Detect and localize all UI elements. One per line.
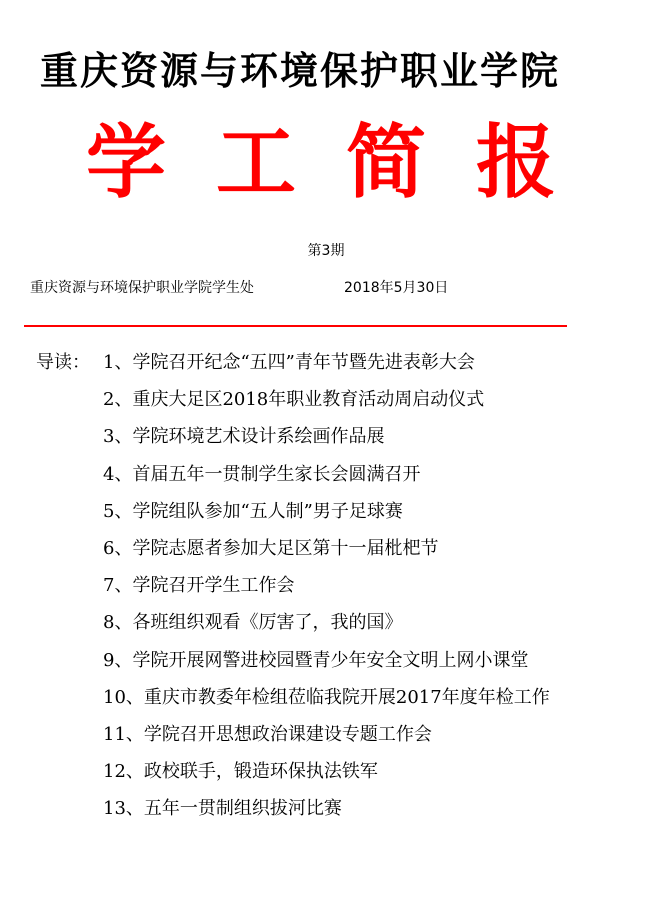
toc-item: 2、重庆大足区2018年职业教育活动周启动仪式 xyxy=(103,389,485,411)
toc-item: 5、学院组队参加“五人制”男子足球赛 xyxy=(103,500,403,522)
masthead-char: 报 xyxy=(476,115,556,209)
toc-item: 11、学院召开思想政治课建设专题工作会 xyxy=(103,723,432,745)
school-name: 重庆资源与环境保护职业学院 xyxy=(40,48,561,93)
toc-item: 8、各班组织观看《厉害了，我的国》 xyxy=(103,612,403,634)
toc-item: 6、学院志愿者参加大足区第十一届枇杷节 xyxy=(103,537,439,559)
toc-item: 1、学院召开纪念“五四”青年节暨先进表彰大会 xyxy=(103,352,475,373)
toc-item: 13、五年一贯制组织拔河比赛 xyxy=(103,798,342,820)
toc-item: 3、学院环境艺术设计系绘画作品展 xyxy=(103,426,385,448)
masthead-char: 学 xyxy=(86,115,166,209)
toc-item: 4、首届五年一贯制学生家长会圆满召开 xyxy=(103,463,421,485)
publication-date: 2018年5月30日 xyxy=(344,280,449,296)
divider-line xyxy=(24,325,567,327)
masthead-char: 简 xyxy=(346,115,426,209)
toc-item: 10、重庆市教委年检组莅临我院开展2017年度年检工作 xyxy=(103,686,550,708)
issue-number: 第3期 xyxy=(307,243,345,259)
table-of-contents xyxy=(103,349,550,832)
toc-item: 7、学院召开学生工作会 xyxy=(103,575,295,597)
masthead-char: 工 xyxy=(216,115,296,209)
toc-label: 导读： xyxy=(36,352,90,373)
toc-item: 9、学院开展网警进校园暨青少年安全文明上网小课堂 xyxy=(103,649,529,671)
publisher: 重庆资源与环境保护职业学院学生处 xyxy=(30,280,254,296)
masthead-title xyxy=(86,116,556,208)
toc-item: 12、政校联手，锻造环保执法铁军 xyxy=(103,761,378,783)
